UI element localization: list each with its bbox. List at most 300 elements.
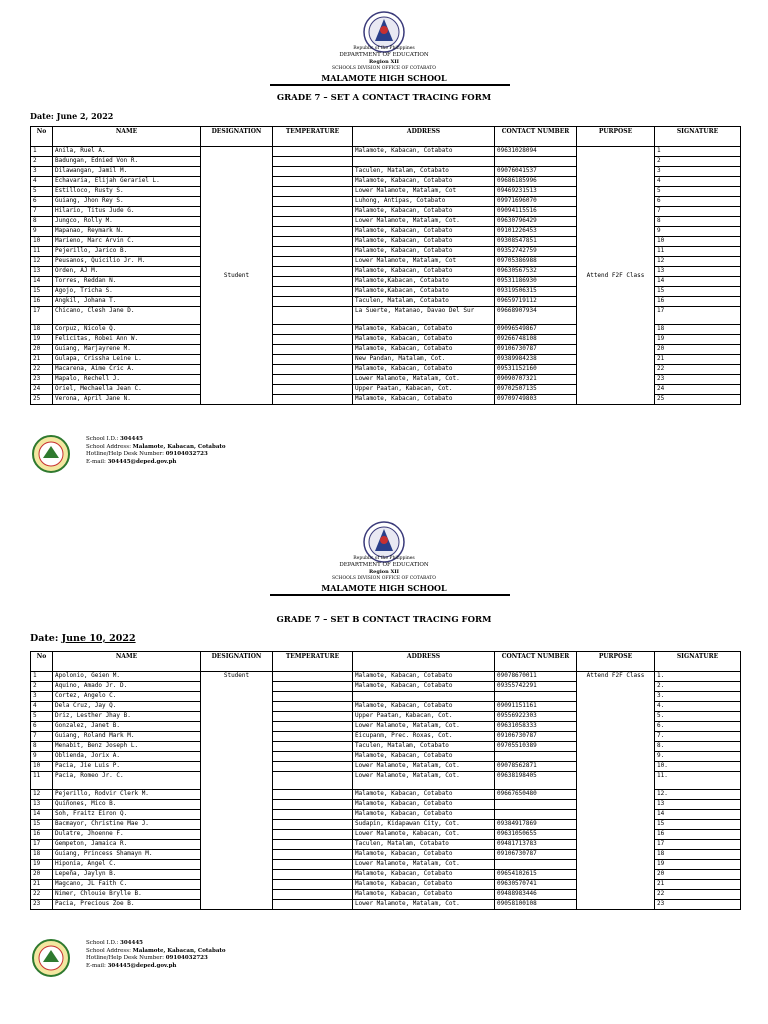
cell-name: Hilario, Titus Jude G. — [53, 207, 201, 217]
table-header-row — [31, 127, 741, 147]
cell-contact: 09631050655 — [495, 830, 577, 840]
cell-signature[interactable]: 21 — [655, 355, 741, 365]
cell-name: Estilloco, Rusty S. — [53, 187, 201, 197]
cell-address: Malamote, Kabacan, Cotabato — [353, 810, 495, 820]
cell-no: 11 — [31, 772, 53, 790]
cell-temperature[interactable] — [273, 672, 353, 682]
school-address: Malamote, Kabacan, Cotabato — [132, 443, 226, 450]
cell-name: Corpuz, Nicole Q. — [53, 325, 201, 335]
cell-no: 22 — [31, 365, 53, 375]
cell-signature[interactable]: 20 — [655, 870, 741, 880]
cell-no: 18 — [31, 850, 53, 860]
cell-contact: 09668907934 — [495, 307, 577, 325]
cell-temperature[interactable] — [273, 355, 353, 365]
cell-signature[interactable]: 17 — [655, 307, 741, 325]
cell-no: 6 — [31, 722, 53, 732]
cell-signature[interactable]: 15 — [655, 820, 741, 830]
cell-signature[interactable]: 17 — [655, 840, 741, 850]
cell-contact: 09389984238 — [495, 355, 577, 365]
cell-temperature[interactable] — [273, 287, 353, 297]
cell-address: Malamote, Kabacan, Cotabato — [353, 365, 495, 375]
cell-address: Malamote, Kabacan, Cotabato — [353, 237, 495, 247]
cell-temperature[interactable] — [273, 840, 353, 850]
cell-address: Lower Malamote, Matalam, Cot — [353, 187, 495, 197]
cell-no: 10 — [31, 237, 53, 247]
date-line — [30, 633, 136, 644]
cell-contact: 09667650480 — [495, 790, 577, 800]
cell-signature[interactable]: 4 — [655, 177, 741, 187]
cell-temperature[interactable] — [273, 385, 353, 395]
cell-signature[interactable]: 9. — [655, 752, 741, 762]
cell-contact — [495, 157, 577, 167]
cell-signature[interactable]: 8 — [655, 217, 741, 227]
cell-no: 3 — [31, 692, 53, 702]
cell-address: Taculen, Matalam, Cotabato — [353, 297, 495, 307]
school-id-label: School I.D.: — [86, 436, 119, 442]
cell-temperature[interactable] — [273, 297, 353, 307]
cell-signature[interactable]: 5. — [655, 712, 741, 722]
cell-no: 5 — [31, 187, 53, 197]
cell-temperature[interactable] — [273, 147, 353, 157]
cell-signature[interactable]: 12 — [655, 257, 741, 267]
cell-signature[interactable]: 2 — [655, 157, 741, 167]
school-logo-icon — [31, 434, 71, 474]
cell-signature[interactable]: 10 — [655, 237, 741, 247]
cell-address: Lower Malamote, Kabacan, Cot. — [353, 830, 495, 840]
cell-name: Dilawangan, Jamil M. — [53, 167, 201, 177]
cell-signature[interactable]: 1. — [655, 672, 741, 682]
cell-signature[interactable]: 6 — [655, 197, 741, 207]
hotline-label: Hotline/Help Desk Number: — [86, 955, 164, 961]
cell-contact: 09631028094 — [495, 147, 577, 157]
cell-address — [353, 692, 495, 702]
contact-table — [30, 126, 741, 405]
cell-temperature[interactable] — [273, 307, 353, 325]
cell-contact: 09709749803 — [495, 395, 577, 405]
cell-signature[interactable]: 18 — [655, 850, 741, 860]
cell-no: 11 — [31, 247, 53, 257]
school-id: 304445 — [120, 436, 143, 442]
cell-signature[interactable]: 14 — [655, 277, 741, 287]
cell-no: 16 — [31, 297, 53, 307]
cell-signature[interactable]: 16 — [655, 297, 741, 307]
cell-name: Cortez, Angelo C. — [53, 692, 201, 702]
cell-signature[interactable]: 12. — [655, 790, 741, 800]
cell-contact: 09654102615 — [495, 870, 577, 880]
cell-contact: 09355742291 — [495, 682, 577, 692]
col-contact: CONTACT NUMBER — [495, 652, 577, 672]
cell-signature[interactable]: 11 — [655, 247, 741, 257]
cell-no: 24 — [31, 385, 53, 395]
cell-temperature[interactable] — [273, 890, 353, 900]
republic-line: Republic of the Philippines — [353, 46, 415, 51]
cell-name: Guiang, Princess Shamayn M. — [53, 850, 201, 860]
cell-signature[interactable]: 8. — [655, 742, 741, 752]
cell-contact: 09630567532 — [495, 267, 577, 277]
school-logo-icon — [31, 938, 71, 978]
cell-no: 15 — [31, 287, 53, 297]
col-name: NAME — [53, 652, 201, 672]
cell-name: Echavaria, Elijah Gerariel L. — [53, 177, 201, 187]
designation-cell: Student — [201, 147, 273, 405]
cell-address: Malamote, Kabacan, Cotabato — [353, 702, 495, 712]
cell-temperature[interactable] — [273, 375, 353, 385]
cell-name: Soh, Fraitz Eiron Q. — [53, 810, 201, 820]
purpose-cell: Attend F2F Class — [577, 672, 655, 910]
header-divider — [270, 594, 510, 596]
cell-temperature[interactable] — [273, 810, 353, 820]
cell-signature[interactable]: 22 — [655, 890, 741, 900]
cell-name: Pejerillo, Jarico B. — [53, 247, 201, 257]
cell-no: 21 — [31, 355, 53, 365]
cell-address: Malamote, Kabacan, Cotabato — [353, 682, 495, 692]
cell-name: Magcano, JL Faith C. — [53, 880, 201, 890]
cell-contact: 09078562871 — [495, 762, 577, 772]
col-purpose: PURPOSE — [577, 127, 655, 147]
cell-address: New Pandan, Matalam, Cot. — [353, 355, 495, 365]
cell-address: Taculen, Matalam, Cotabato — [353, 840, 495, 850]
address-label: School Address: — [86, 443, 131, 450]
cell-address: Malamote, Kabacan, Cotabato — [353, 227, 495, 237]
cell-temperature[interactable] — [273, 217, 353, 227]
cell-name: Guiang, Marjayrene M. — [53, 345, 201, 355]
cell-no: 13 — [31, 800, 53, 810]
cell-name: Gonzalez, Janet B. — [53, 722, 201, 732]
cell-no: 13 — [31, 267, 53, 277]
hotline-number: 09104032723 — [165, 451, 208, 457]
cell-contact: 09531152160 — [495, 365, 577, 375]
cell-contact: 09106730787 — [495, 850, 577, 860]
department-line: DEPARTMENT OF EDUCATION — [339, 562, 429, 568]
cell-address: Lower Malamote, Matalam, Cot. — [353, 900, 495, 910]
cell-signature[interactable]: 7 — [655, 207, 741, 217]
cell-contact: 09266748108 — [495, 335, 577, 345]
cell-name: Oblienda, Jorix A. — [53, 752, 201, 762]
col-no: No — [31, 652, 53, 672]
cell-signature[interactable]: 11. — [655, 772, 741, 790]
cell-contact: 09631058333 — [495, 722, 577, 732]
cell-contact: 09630796429 — [495, 217, 577, 227]
cell-name: Menabit, Benz Joseph L. — [53, 742, 201, 752]
department-line: DEPARTMENT OF EDUCATION — [339, 52, 429, 58]
cell-temperature[interactable] — [273, 167, 353, 177]
cell-temperature[interactable] — [273, 177, 353, 187]
cell-contact — [495, 692, 577, 702]
cell-no: 2 — [31, 682, 53, 692]
cell-no: 22 — [31, 890, 53, 900]
cell-temperature[interactable] — [273, 267, 353, 277]
cell-temperature[interactable] — [273, 335, 353, 345]
cell-no: 7 — [31, 207, 53, 217]
cell-address: Malamote, Kabacan, Cotabato — [353, 345, 495, 355]
cell-temperature[interactable] — [273, 790, 353, 800]
cell-address: Malamote,Kabacan, Cotabato — [353, 287, 495, 297]
date-value: June 10, 2022 — [61, 633, 136, 644]
cell-contact: 09101226453 — [495, 227, 577, 237]
cell-signature[interactable]: 25 — [655, 395, 741, 405]
cell-no: 9 — [31, 752, 53, 762]
cell-address: Upper Paatan, Kabacan, Cot. — [353, 385, 495, 395]
cell-temperature[interactable] — [273, 197, 353, 207]
cell-no: 5 — [31, 712, 53, 722]
cell-address: Lower Malamote, Matalam, Cot. — [353, 375, 495, 385]
cell-name: Chicano, Clesh Jane D. — [53, 307, 201, 325]
cell-name: Pejerillo, Rodvir Clerk M. — [53, 790, 201, 800]
cell-contact: 09076041537 — [495, 167, 577, 177]
cell-temperature[interactable] — [273, 237, 353, 247]
cell-address: Upper Paatan, Kabacan, Cot. — [353, 712, 495, 722]
cell-address: Malamote, Kabacan, Cotabato — [353, 752, 495, 762]
cell-temperature[interactable] — [273, 157, 353, 167]
cell-temperature[interactable] — [273, 800, 353, 810]
cell-address: Lower Malamote, Matalam, Cot. — [353, 217, 495, 227]
cell-name: Badungan, Ednied Von R. — [53, 157, 201, 167]
cell-no: 20 — [31, 345, 53, 355]
cell-contact: 09078670011 — [495, 672, 577, 682]
cell-address: Malamote, Kabacan, Cotabato — [353, 870, 495, 880]
cell-signature[interactable]: 13 — [655, 800, 741, 810]
cell-address: Taculen, Matalam, Cotabato — [353, 167, 495, 177]
region-line: Region XII — [369, 569, 399, 575]
cell-name: Gempeton, Jamaica R. — [53, 840, 201, 850]
cell-contact: 09659719112 — [495, 297, 577, 307]
date-label: Date: — [30, 633, 59, 644]
cell-address: La Suerte, Matanao, Davao Del Sur — [353, 307, 495, 325]
cell-no: 4 — [31, 177, 53, 187]
cell-temperature[interactable] — [273, 722, 353, 732]
cell-temperature[interactable] — [273, 682, 353, 692]
cell-contact: 09705510389 — [495, 742, 577, 752]
cell-contact: 09090707321 — [495, 375, 577, 385]
footer-info — [86, 940, 226, 970]
cell-contact: 09630570741 — [495, 880, 577, 890]
date-line — [30, 111, 113, 121]
cell-contact: 09319506315 — [495, 287, 577, 297]
email-address: 304445@deped.gov.ph — [107, 962, 177, 969]
cell-temperature[interactable] — [273, 732, 353, 742]
purpose-cell: Attend F2F Class — [577, 147, 655, 405]
cell-address: Malamote, Kabacan, Cotabato — [353, 325, 495, 335]
cell-contact — [495, 810, 577, 820]
cell-contact — [495, 800, 577, 810]
cell-contact: 09686185996 — [495, 177, 577, 187]
cell-no: 23 — [31, 375, 53, 385]
cell-no: 2 — [31, 157, 53, 167]
cell-no: 1 — [31, 672, 53, 682]
cell-temperature[interactable] — [273, 850, 353, 860]
cell-no: 14 — [31, 277, 53, 287]
cell-name: Orden, AJ M. — [53, 267, 201, 277]
cell-name: Quiñones, Mico B. — [53, 800, 201, 810]
cell-address — [353, 157, 495, 167]
cell-address: Malamote, Kabacan, Cotabato — [353, 890, 495, 900]
cell-name: Oriel, Mechaella Jean C. — [53, 385, 201, 395]
cell-temperature[interactable] — [273, 365, 353, 375]
email-label: E-mail: — [86, 458, 106, 465]
cell-address: Malamote, Kabacan, Cotabato — [353, 800, 495, 810]
cell-signature[interactable]: 21 — [655, 880, 741, 890]
cell-signature[interactable]: 5 — [655, 187, 741, 197]
cell-contact: 09352742759 — [495, 247, 577, 257]
cell-signature[interactable]: 18 — [655, 325, 741, 335]
cell-signature[interactable]: 10. — [655, 762, 741, 772]
cell-no: 17 — [31, 307, 53, 325]
cell-no: 6 — [31, 197, 53, 207]
school-id: 304445 — [120, 940, 143, 946]
cell-temperature[interactable] — [273, 742, 353, 752]
cell-temperature[interactable] — [273, 692, 353, 702]
date-value: June 2, 2022 — [56, 111, 114, 121]
cell-no: 4 — [31, 702, 53, 712]
form-b — [0, 510, 768, 1006]
cell-temperature[interactable] — [273, 752, 353, 762]
cell-no: 10 — [31, 762, 53, 772]
hotline-label: Hotline/Help Desk Number: — [86, 451, 164, 457]
cell-address: Malamote, Kabacan, Cotabato — [353, 207, 495, 217]
cell-signature[interactable]: 16 — [655, 830, 741, 840]
cell-name: Lepeña, Jaylyn B. — [53, 870, 201, 880]
cell-contact: 09556922303 — [495, 712, 577, 722]
cell-contact: 09481713783 — [495, 840, 577, 850]
cell-address: Malamote, Kabacan, Cotabato — [353, 672, 495, 682]
cell-contact: 09702507135 — [495, 385, 577, 395]
cell-signature[interactable]: 22 — [655, 365, 741, 375]
cell-address: Malamote, Kabacan, Cotabato — [353, 850, 495, 860]
cell-temperature[interactable] — [273, 395, 353, 405]
hotline-number: 09104032723 — [165, 955, 208, 961]
cell-no: 1 — [31, 147, 53, 157]
col-no: No — [31, 127, 53, 147]
cell-signature[interactable]: 4. — [655, 702, 741, 712]
cell-temperature[interactable] — [273, 207, 353, 217]
cell-name: Jungco, Rolly M. — [53, 217, 201, 227]
col-address: ADDRESS — [353, 127, 495, 147]
form-title: GRADE 7 – SET B CONTACT TRACING FORM — [276, 615, 492, 625]
cell-temperature[interactable] — [273, 227, 353, 237]
cell-name: Macarena, Aime Cric A. — [53, 365, 201, 375]
cell-address: Malamote, Kabacan, Cotabato — [353, 335, 495, 345]
cell-temperature[interactable] — [273, 820, 353, 830]
school-name: MALAMOTE HIGH SCHOOL — [321, 583, 447, 593]
cell-name: Pacia, Jie Luis P. — [53, 762, 201, 772]
cell-name: Pacia, Romeo Jr. C. — [53, 772, 201, 790]
cell-temperature[interactable] — [273, 762, 353, 772]
header-divider — [270, 84, 510, 86]
date-label: Date: — [30, 111, 54, 121]
cell-name: Guiang, Jhon Rey S. — [53, 197, 201, 207]
cell-name: Angkil, Johana T. — [53, 297, 201, 307]
cell-contact — [495, 860, 577, 870]
cell-no: 8 — [31, 742, 53, 752]
cell-temperature[interactable] — [273, 870, 353, 880]
cell-temperature[interactable] — [273, 900, 353, 910]
contact-table — [30, 651, 741, 910]
cell-no: 18 — [31, 325, 53, 335]
cell-contact — [495, 752, 577, 762]
cell-name: Verona, April Jane N. — [53, 395, 201, 405]
cell-no: 15 — [31, 820, 53, 830]
cell-signature[interactable]: 19 — [655, 335, 741, 345]
cell-contact: 09106730787 — [495, 345, 577, 355]
cell-no: 12 — [31, 257, 53, 267]
cell-address: Taculen, Matalam, Cotabato — [353, 742, 495, 752]
cell-signature[interactable]: 24 — [655, 385, 741, 395]
cell-address: Malamote, Kabacan, Cotabato — [353, 247, 495, 257]
cell-address: Eicupanm, Prec. Roxas, Cot. — [353, 732, 495, 742]
cell-address: Lower Malamote, Matalam, Cot. — [353, 762, 495, 772]
cell-name: Gulapa, Crissha Leine L. — [53, 355, 201, 365]
cell-no: 14 — [31, 810, 53, 820]
cell-address: Lower Malamote, Matalam, Cot — [353, 257, 495, 267]
cell-no: 21 — [31, 880, 53, 890]
cell-signature[interactable]: 15 — [655, 287, 741, 297]
cell-temperature[interactable] — [273, 325, 353, 335]
cell-signature[interactable]: 9 — [655, 227, 741, 237]
cell-temperature[interactable] — [273, 345, 353, 355]
cell-address: Lower Malamote, Matalam, Cot. — [353, 860, 495, 870]
cell-name: Agojo, Tricha S. — [53, 287, 201, 297]
cell-signature[interactable]: 2. — [655, 682, 741, 692]
cell-contact: 09308547851 — [495, 237, 577, 247]
cell-temperature[interactable] — [273, 702, 353, 712]
cell-temperature[interactable] — [273, 830, 353, 840]
cell-signature[interactable]: 23 — [655, 375, 741, 385]
cell-temperature[interactable] — [273, 257, 353, 267]
cell-signature[interactable]: 19 — [655, 860, 741, 870]
col-designation: DESIGNATION — [201, 652, 273, 672]
cell-name: Anila, Ruel A. — [53, 147, 201, 157]
republic-line: Republic of the Philippines — [353, 556, 415, 561]
cell-signature[interactable]: 20 — [655, 345, 741, 355]
cell-temperature[interactable] — [273, 277, 353, 287]
form-a — [0, 0, 768, 496]
cell-signature[interactable]: 1 — [655, 147, 741, 157]
cell-signature[interactable]: 7. — [655, 732, 741, 742]
cell-no: 12 — [31, 790, 53, 800]
cell-name: Driz, Lesther Jhay B. — [53, 712, 201, 722]
cell-no: 17 — [31, 840, 53, 850]
cell-temperature[interactable] — [273, 860, 353, 870]
col-temperature: TEMPERATURE — [273, 652, 353, 672]
cell-signature[interactable]: 3. — [655, 692, 741, 702]
cell-name: Pacia, Precious Zoe B. — [53, 900, 201, 910]
cell-temperature[interactable] — [273, 712, 353, 722]
cell-contact: 09058100108 — [495, 900, 577, 910]
cell-address: Malamote, Kabacan, Cotabato — [353, 790, 495, 800]
cell-temperature[interactable] — [273, 247, 353, 257]
cell-contact: 09971696070 — [495, 197, 577, 207]
cell-signature[interactable]: 6. — [655, 722, 741, 732]
cell-no: 7 — [31, 732, 53, 742]
cell-contact: 09638198405 — [495, 772, 577, 790]
col-signature: SIGNATURE — [655, 127, 741, 147]
email-label: E-mail: — [86, 962, 106, 969]
cell-temperature[interactable] — [273, 880, 353, 890]
email-address: 304445@deped.gov.ph — [107, 458, 177, 465]
cell-no: 9 — [31, 227, 53, 237]
cell-signature[interactable]: 14 — [655, 810, 741, 820]
cell-contact: 09094115516 — [495, 207, 577, 217]
cell-no: 3 — [31, 167, 53, 177]
table-header-row — [31, 652, 741, 672]
cell-signature[interactable]: 3 — [655, 167, 741, 177]
cell-temperature[interactable] — [273, 187, 353, 197]
table-row — [31, 147, 741, 157]
cell-address: Malamote, Kabacan, Cotabato — [353, 267, 495, 277]
cell-signature[interactable]: 23 — [655, 900, 741, 910]
cell-signature[interactable]: 13 — [655, 267, 741, 277]
cell-temperature[interactable] — [273, 772, 353, 790]
